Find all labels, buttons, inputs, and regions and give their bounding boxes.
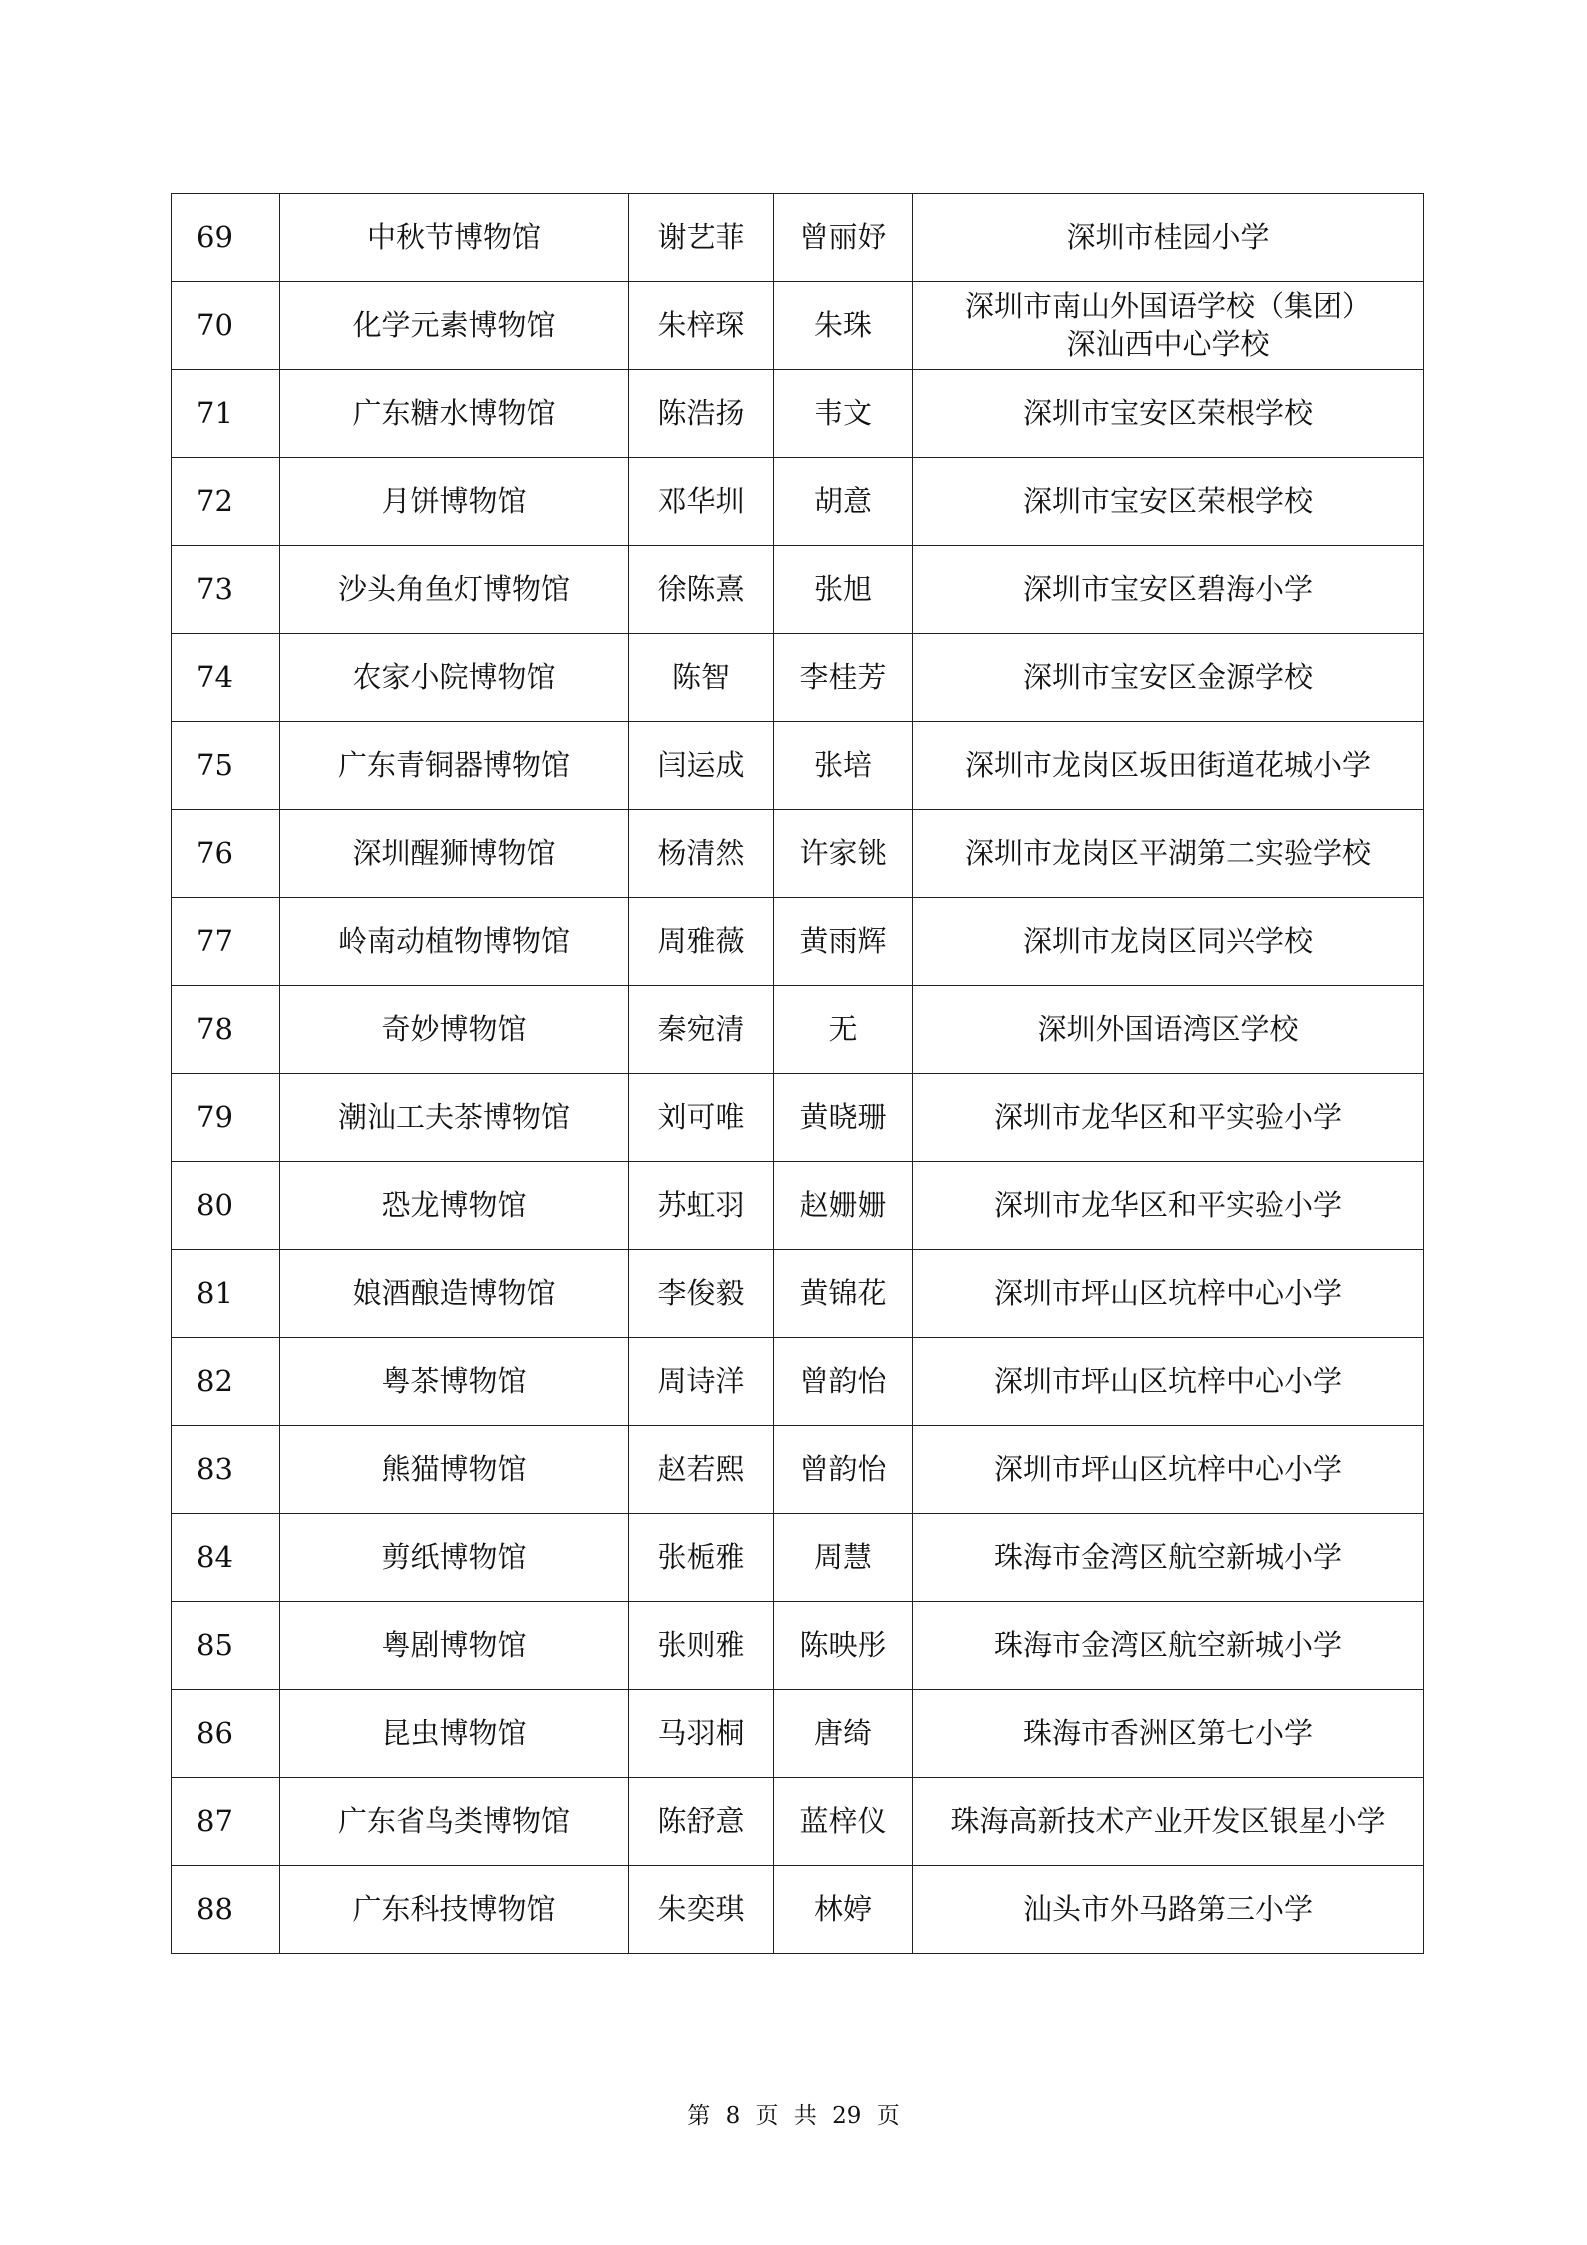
table-row bbox=[172, 1602, 1424, 1690]
school-name-line: 深圳市宝安区金源学校 bbox=[1022, 659, 1313, 694]
school-name-line: 珠海市香洲区第七小学 bbox=[1022, 1715, 1313, 1750]
entry-number: 73 bbox=[172, 546, 280, 634]
museum-name: 深圳醒狮博物馆 bbox=[280, 810, 629, 898]
student-name: 陈智 bbox=[629, 634, 774, 722]
table-row bbox=[172, 810, 1424, 898]
teacher-name: 曾丽妤 bbox=[774, 194, 913, 282]
school-name bbox=[913, 282, 1424, 370]
school-name-line: 深圳市宝安区荣根学校 bbox=[1022, 395, 1313, 430]
teacher-name: 曾韵怡 bbox=[774, 1338, 913, 1426]
entry-number: 78 bbox=[172, 986, 280, 1074]
student-name: 周诗洋 bbox=[629, 1338, 774, 1426]
entry-number: 86 bbox=[172, 1690, 280, 1778]
teacher-name: 周慧 bbox=[774, 1514, 913, 1602]
school-name-line: 珠海市金湾区航空新城小学 bbox=[993, 1627, 1342, 1662]
student-name: 闫运成 bbox=[629, 722, 774, 810]
museum-name: 剪纸博物馆 bbox=[280, 1514, 629, 1602]
entry-number: 71 bbox=[172, 370, 280, 458]
entry-number: 83 bbox=[172, 1426, 280, 1514]
museum-name: 岭南动植物博物馆 bbox=[280, 898, 629, 986]
table-row bbox=[172, 1338, 1424, 1426]
entry-number: 77 bbox=[172, 898, 280, 986]
teacher-name: 张培 bbox=[774, 722, 913, 810]
museum-name: 广东糖水博物馆 bbox=[280, 370, 629, 458]
table-row bbox=[172, 370, 1424, 458]
museum-name: 农家小院博物馆 bbox=[280, 634, 629, 722]
teacher-name: 朱珠 bbox=[774, 282, 913, 370]
teacher-name: 唐绮 bbox=[774, 1690, 913, 1778]
teacher-name: 胡意 bbox=[774, 458, 913, 546]
teacher-name: 张旭 bbox=[774, 546, 913, 634]
teacher-name: 李桂芳 bbox=[774, 634, 913, 722]
school-name-line: 珠海市金湾区航空新城小学 bbox=[993, 1539, 1342, 1574]
school-name bbox=[913, 722, 1424, 810]
student-name: 李俊毅 bbox=[629, 1250, 774, 1338]
school-name bbox=[913, 194, 1424, 282]
entry-number: 69 bbox=[172, 194, 280, 282]
table-row bbox=[172, 282, 1424, 370]
entry-number: 84 bbox=[172, 1514, 280, 1602]
student-name: 朱奕琪 bbox=[629, 1866, 774, 1954]
school-name bbox=[913, 1250, 1424, 1338]
museum-name: 月饼博物馆 bbox=[280, 458, 629, 546]
museum-name: 广东青铜器博物馆 bbox=[280, 722, 629, 810]
student-name: 徐陈熹 bbox=[629, 546, 774, 634]
school-name bbox=[913, 986, 1424, 1074]
school-name bbox=[913, 1690, 1424, 1778]
teacher-name: 黄雨辉 bbox=[774, 898, 913, 986]
museum-name: 娘酒酿造博物馆 bbox=[280, 1250, 629, 1338]
school-name bbox=[913, 1602, 1424, 1690]
table-row bbox=[172, 1162, 1424, 1250]
entry-number: 74 bbox=[172, 634, 280, 722]
school-name bbox=[913, 370, 1424, 458]
teacher-name: 许家铫 bbox=[774, 810, 913, 898]
table-row bbox=[172, 546, 1424, 634]
school-name bbox=[913, 1426, 1424, 1514]
student-name: 周雅薇 bbox=[629, 898, 774, 986]
entry-number: 75 bbox=[172, 722, 280, 810]
school-name-line: 深圳市龙岗区坂田街道花城小学 bbox=[964, 747, 1371, 782]
school-name-line: 深圳市龙岗区平湖第二实验学校 bbox=[964, 835, 1371, 870]
school-name-line: 深圳市坪山区坑梓中心小学 bbox=[993, 1451, 1342, 1486]
student-name: 刘可唯 bbox=[629, 1074, 774, 1162]
entry-number: 88 bbox=[172, 1866, 280, 1954]
museum-name: 奇妙博物馆 bbox=[280, 986, 629, 1074]
student-name: 谢艺菲 bbox=[629, 194, 774, 282]
entry-number: 80 bbox=[172, 1162, 280, 1250]
school-name-line: 深圳市宝安区荣根学校 bbox=[1022, 483, 1313, 518]
student-name: 陈浩扬 bbox=[629, 370, 774, 458]
school-name bbox=[913, 898, 1424, 986]
table-row bbox=[172, 634, 1424, 722]
student-name: 朱梓琛 bbox=[629, 282, 774, 370]
school-name-line: 深圳市龙华区和平实验小学 bbox=[993, 1187, 1342, 1222]
school-name bbox=[913, 634, 1424, 722]
school-name-line: 深圳外国语湾区学校 bbox=[1037, 1011, 1299, 1046]
school-name-line: 深圳市龙华区和平实验小学 bbox=[993, 1099, 1342, 1134]
school-name-line: 汕头市外马路第三小学 bbox=[1022, 1891, 1313, 1926]
school-name bbox=[913, 546, 1424, 634]
school-name bbox=[913, 1514, 1424, 1602]
teacher-name: 曾韵怡 bbox=[774, 1426, 913, 1514]
school-name-line: 深圳市南山外国语学校（集团） bbox=[964, 289, 1371, 324]
student-name: 马羽桐 bbox=[629, 1690, 774, 1778]
table-row bbox=[172, 1866, 1424, 1954]
school-name-line: 深汕西中心学校 bbox=[1066, 326, 1270, 361]
school-name-line: 深圳市宝安区碧海小学 bbox=[1022, 571, 1313, 606]
museum-name: 潮汕工夫茶博物馆 bbox=[280, 1074, 629, 1162]
student-name: 杨清然 bbox=[629, 810, 774, 898]
teacher-name: 黄晓珊 bbox=[774, 1074, 913, 1162]
student-name: 陈舒意 bbox=[629, 1778, 774, 1866]
teacher-name: 陈映彤 bbox=[774, 1602, 913, 1690]
school-name-line: 深圳市坪山区坑梓中心小学 bbox=[993, 1275, 1342, 1310]
school-name bbox=[913, 1074, 1424, 1162]
student-name: 赵若熙 bbox=[629, 1426, 774, 1514]
museum-name: 熊猫博物馆 bbox=[280, 1426, 629, 1514]
entry-number: 72 bbox=[172, 458, 280, 546]
teacher-name: 黄锦花 bbox=[774, 1250, 913, 1338]
entry-number: 85 bbox=[172, 1602, 280, 1690]
table-row bbox=[172, 1074, 1424, 1162]
entry-number: 82 bbox=[172, 1338, 280, 1426]
entry-number: 87 bbox=[172, 1778, 280, 1866]
school-name bbox=[913, 810, 1424, 898]
school-name bbox=[913, 1162, 1424, 1250]
student-name: 苏虹羽 bbox=[629, 1162, 774, 1250]
school-name-line: 深圳市坪山区坑梓中心小学 bbox=[993, 1363, 1342, 1398]
museum-name: 广东省鸟类博物馆 bbox=[280, 1778, 629, 1866]
table-row bbox=[172, 986, 1424, 1074]
student-name: 秦宛清 bbox=[629, 986, 774, 1074]
school-name-line: 珠海高新技术产业开发区银星小学 bbox=[950, 1803, 1386, 1838]
entry-number: 76 bbox=[172, 810, 280, 898]
table-row bbox=[172, 1426, 1424, 1514]
school-name bbox=[913, 458, 1424, 546]
entry-number: 81 bbox=[172, 1250, 280, 1338]
table-row bbox=[172, 1690, 1424, 1778]
museum-name: 粤茶博物馆 bbox=[280, 1338, 629, 1426]
museum-name: 广东科技博物馆 bbox=[280, 1866, 629, 1954]
museum-name: 中秋节博物馆 bbox=[280, 194, 629, 282]
student-name: 邓华圳 bbox=[629, 458, 774, 546]
table-row bbox=[172, 1514, 1424, 1602]
teacher-name: 赵姗姗 bbox=[774, 1162, 913, 1250]
award-list-table bbox=[171, 193, 1424, 1954]
museum-name: 粤剧博物馆 bbox=[280, 1602, 629, 1690]
entry-number: 70 bbox=[172, 282, 280, 370]
table-row bbox=[172, 722, 1424, 810]
table-row bbox=[172, 458, 1424, 546]
school-name bbox=[913, 1338, 1424, 1426]
museum-name: 沙头角鱼灯博物馆 bbox=[280, 546, 629, 634]
teacher-name: 无 bbox=[774, 986, 913, 1074]
school-name bbox=[913, 1866, 1424, 1954]
entry-number: 79 bbox=[172, 1074, 280, 1162]
school-name-line: 深圳市龙岗区同兴学校 bbox=[1022, 923, 1313, 958]
museum-name: 昆虫博物馆 bbox=[280, 1690, 629, 1778]
student-name: 张栀雅 bbox=[629, 1514, 774, 1602]
teacher-name: 林婷 bbox=[774, 1866, 913, 1954]
school-name-line: 深圳市桂园小学 bbox=[1066, 219, 1270, 254]
student-name: 张则雅 bbox=[629, 1602, 774, 1690]
table-body bbox=[172, 194, 1424, 1954]
teacher-name: 韦文 bbox=[774, 370, 913, 458]
museum-name: 化学元素博物馆 bbox=[280, 282, 629, 370]
teacher-name: 蓝梓仪 bbox=[774, 1778, 913, 1866]
school-name bbox=[913, 1778, 1424, 1866]
table-row bbox=[172, 1778, 1424, 1866]
table-row bbox=[172, 1250, 1424, 1338]
table-row bbox=[172, 898, 1424, 986]
page-footer: 第 8 页 共 29 页 bbox=[687, 2103, 900, 2129]
table-row bbox=[172, 194, 1424, 282]
museum-name: 恐龙博物馆 bbox=[280, 1162, 629, 1250]
